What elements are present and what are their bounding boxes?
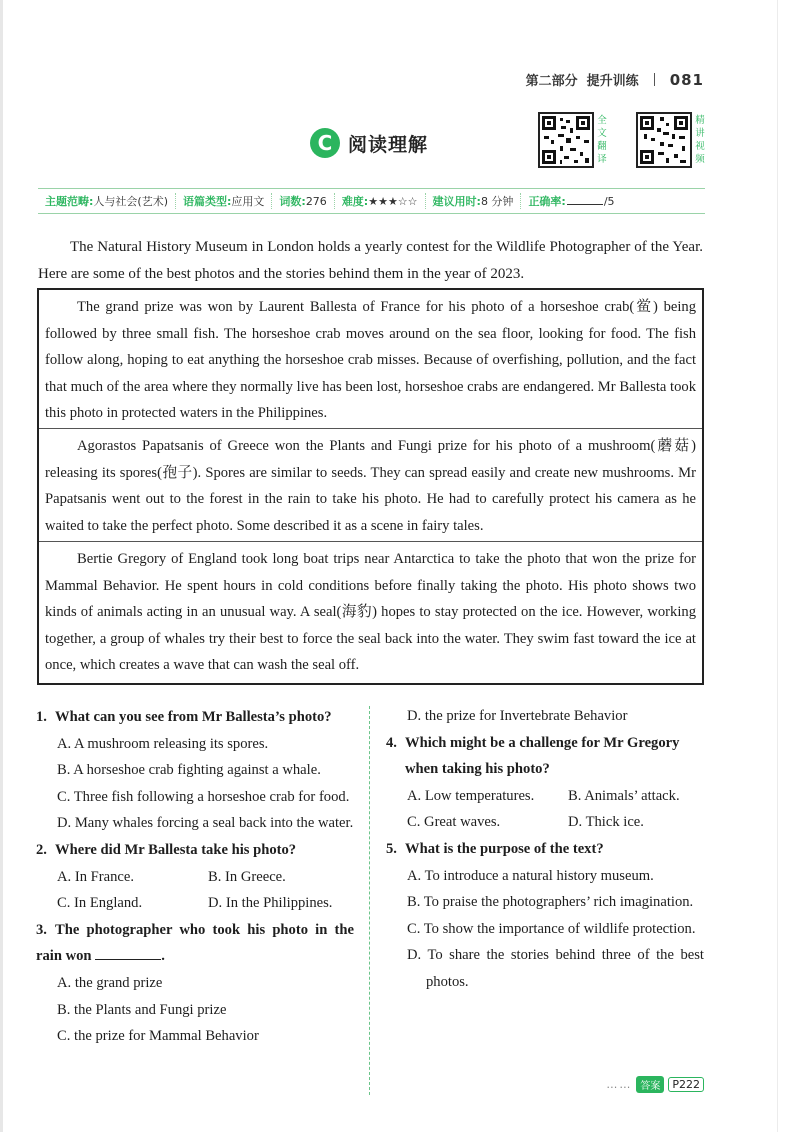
running-head bbox=[526, 70, 704, 89]
option-3d[interactable]: D. the prize for Invertebrate Behavior bbox=[407, 708, 628, 724]
intro-paragraph: The Natural History Museum in London holds a yearly contest for the Wildlife Photographer of the Year. Here are some of the best photos and the stories behind them in the year of 2023. bbox=[38, 239, 703, 282]
option-1a[interactable]: A. A mushroom releasing its spores. bbox=[57, 735, 269, 752]
questions-left-column bbox=[36, 704, 354, 1050]
question-3: 3. The photographer who took his photo in the rain won . bbox=[36, 921, 354, 965]
section-c-icon: C bbox=[310, 128, 340, 158]
option-1d[interactable]: D. Many whales forcing a seal back into the water. bbox=[57, 815, 354, 832]
option-4d[interactable]: D. Thick ice. bbox=[568, 814, 644, 831]
question-1: 1. What can you see from Mr Ballesta’s photo? bbox=[36, 709, 332, 725]
option-5a[interactable]: A. To introduce a natural history museum. bbox=[407, 867, 654, 884]
section-label: 第二部分 bbox=[525, 74, 578, 89]
options-4-row-1 bbox=[386, 783, 704, 810]
option-1b[interactable]: B. A horseshoe crab fighting against a whale. bbox=[57, 762, 321, 779]
meta-genre: 语篇类型:应用文 bbox=[176, 193, 272, 209]
option-3c[interactable]: C. the prize for Mammal Behavior bbox=[57, 1028, 259, 1045]
question-5: 5. What is the purpose of the text? bbox=[386, 840, 604, 857]
qr-video-lecture[interactable] bbox=[636, 112, 705, 168]
page-number: 081 bbox=[669, 70, 704, 89]
answer-page[interactable]: P222 bbox=[668, 1077, 704, 1092]
option-2c[interactable]: C. In England. bbox=[57, 895, 143, 912]
option-2d[interactable]: D. In the Philippines. bbox=[208, 895, 333, 912]
option-5c[interactable]: C. To show the importance of wildlife protection. bbox=[407, 920, 696, 937]
answer-page-reference[interactable] bbox=[606, 1076, 704, 1093]
meta-suggested-time: 建议用时:8 分钟 bbox=[426, 193, 522, 209]
qr-code-icon[interactable] bbox=[538, 112, 594, 168]
questions-right-column bbox=[386, 703, 704, 996]
option-3a[interactable]: A. the grand prize bbox=[57, 974, 163, 991]
passage-box bbox=[37, 288, 704, 685]
question-2: 2. Where did Mr Ballesta take his photo? bbox=[36, 841, 297, 858]
meta-theme: 主题范畴:人与社会(艺术) bbox=[38, 193, 176, 209]
leader-dots: …… bbox=[606, 1078, 633, 1091]
option-5d[interactable]: D. To share the stories behind three of the best photos. bbox=[407, 947, 704, 990]
option-2b[interactable]: B. In Greece. bbox=[208, 868, 286, 885]
option-4c[interactable]: C. Great waves. bbox=[407, 814, 501, 831]
section-title bbox=[310, 128, 428, 158]
option-2a[interactable]: A. In France. bbox=[57, 868, 134, 885]
qr-code-icon[interactable] bbox=[636, 112, 692, 168]
meta-difficulty: 难度:★★★☆☆ bbox=[335, 193, 426, 209]
meta-info-bar bbox=[38, 188, 705, 214]
qr-label-translation: 全 文 翻 译 bbox=[597, 115, 607, 165]
options-4-row-2 bbox=[386, 809, 704, 836]
title-text: 阅读理解 bbox=[348, 133, 429, 156]
header-divider bbox=[654, 73, 655, 86]
passage-ballesta: The grand prize was won by Laurent Ballesta of France for his photo of a horseshoe crab(鲎) being followed by three small fish. The horseshoe crab moves around on the sea floor, looking for food. The fish follow along, hoping to eat anything the horseshoe crab misses. Because of overfishing, pollution, and the fact that much of the area where they normally live has been lost, horseshoe crabs are endangered. Mr Ballesta took this photo in protected waters in the Philippines. bbox=[39, 290, 702, 429]
option-1c[interactable]: C. Three fish following a horseshoe crab for food. bbox=[57, 788, 350, 805]
option-3b[interactable]: B. the Plants and Fungi prize bbox=[57, 1001, 227, 1018]
option-4b[interactable]: B. Animals’ attack. bbox=[568, 787, 680, 804]
page-edge-right bbox=[777, 0, 778, 1132]
meta-word-count: 词数:276 bbox=[272, 193, 334, 209]
column-divider bbox=[369, 706, 370, 1095]
subsection-label: 提升训练 bbox=[586, 74, 639, 89]
page-edge-left bbox=[0, 0, 3, 1132]
accuracy-blank[interactable] bbox=[567, 204, 603, 205]
answer-tag: 答案 bbox=[636, 1076, 664, 1093]
question-4: 4. Which might be a challenge for Mr Gregory when taking his photo? bbox=[386, 734, 680, 778]
option-4a[interactable]: A. Low temperatures. bbox=[407, 787, 535, 804]
option-5b[interactable]: B. To praise the photographers’ rich imagination. bbox=[407, 894, 694, 911]
passage-gregory: Bertie Gregory of England took long boat trips near Antarctica to take the photo that won the prize for Mammal Behavior. He spent hours in cold conditions before finally taking the photo. His photo shows two kinds of animals acting in an unusual way. A seal(海豹) hopes to stay protected on the ice. However, working together, a group of whales try their best to force the seal back into the water. They swim fast toward the ice at once, which creates a wave that can wash the seal off. bbox=[45, 551, 696, 674]
qr-label-video: 精 讲 视 频 bbox=[695, 115, 705, 165]
options-2-row-1 bbox=[36, 864, 354, 891]
qr-full-translation[interactable] bbox=[538, 112, 607, 168]
meta-accuracy: 正确率: /5 bbox=[528, 195, 615, 208]
passage-papatsanis: Agorastos Papatsanis of Greece won the Plants and Fungi prize for his photo of a mushroom(蘑菇) releasing its spores(孢子). Spores are similar to seeds. They can spread easily and create new mushrooms. Mr Papatsanis went out to the forest in the rain to take his photo. He had to carefully protect his camera as he waited to take the perfect photo. Some described it as a scene in fairy tales. bbox=[39, 429, 702, 542]
answer-blank[interactable] bbox=[95, 945, 161, 960]
options-2-row-2 bbox=[36, 890, 354, 917]
